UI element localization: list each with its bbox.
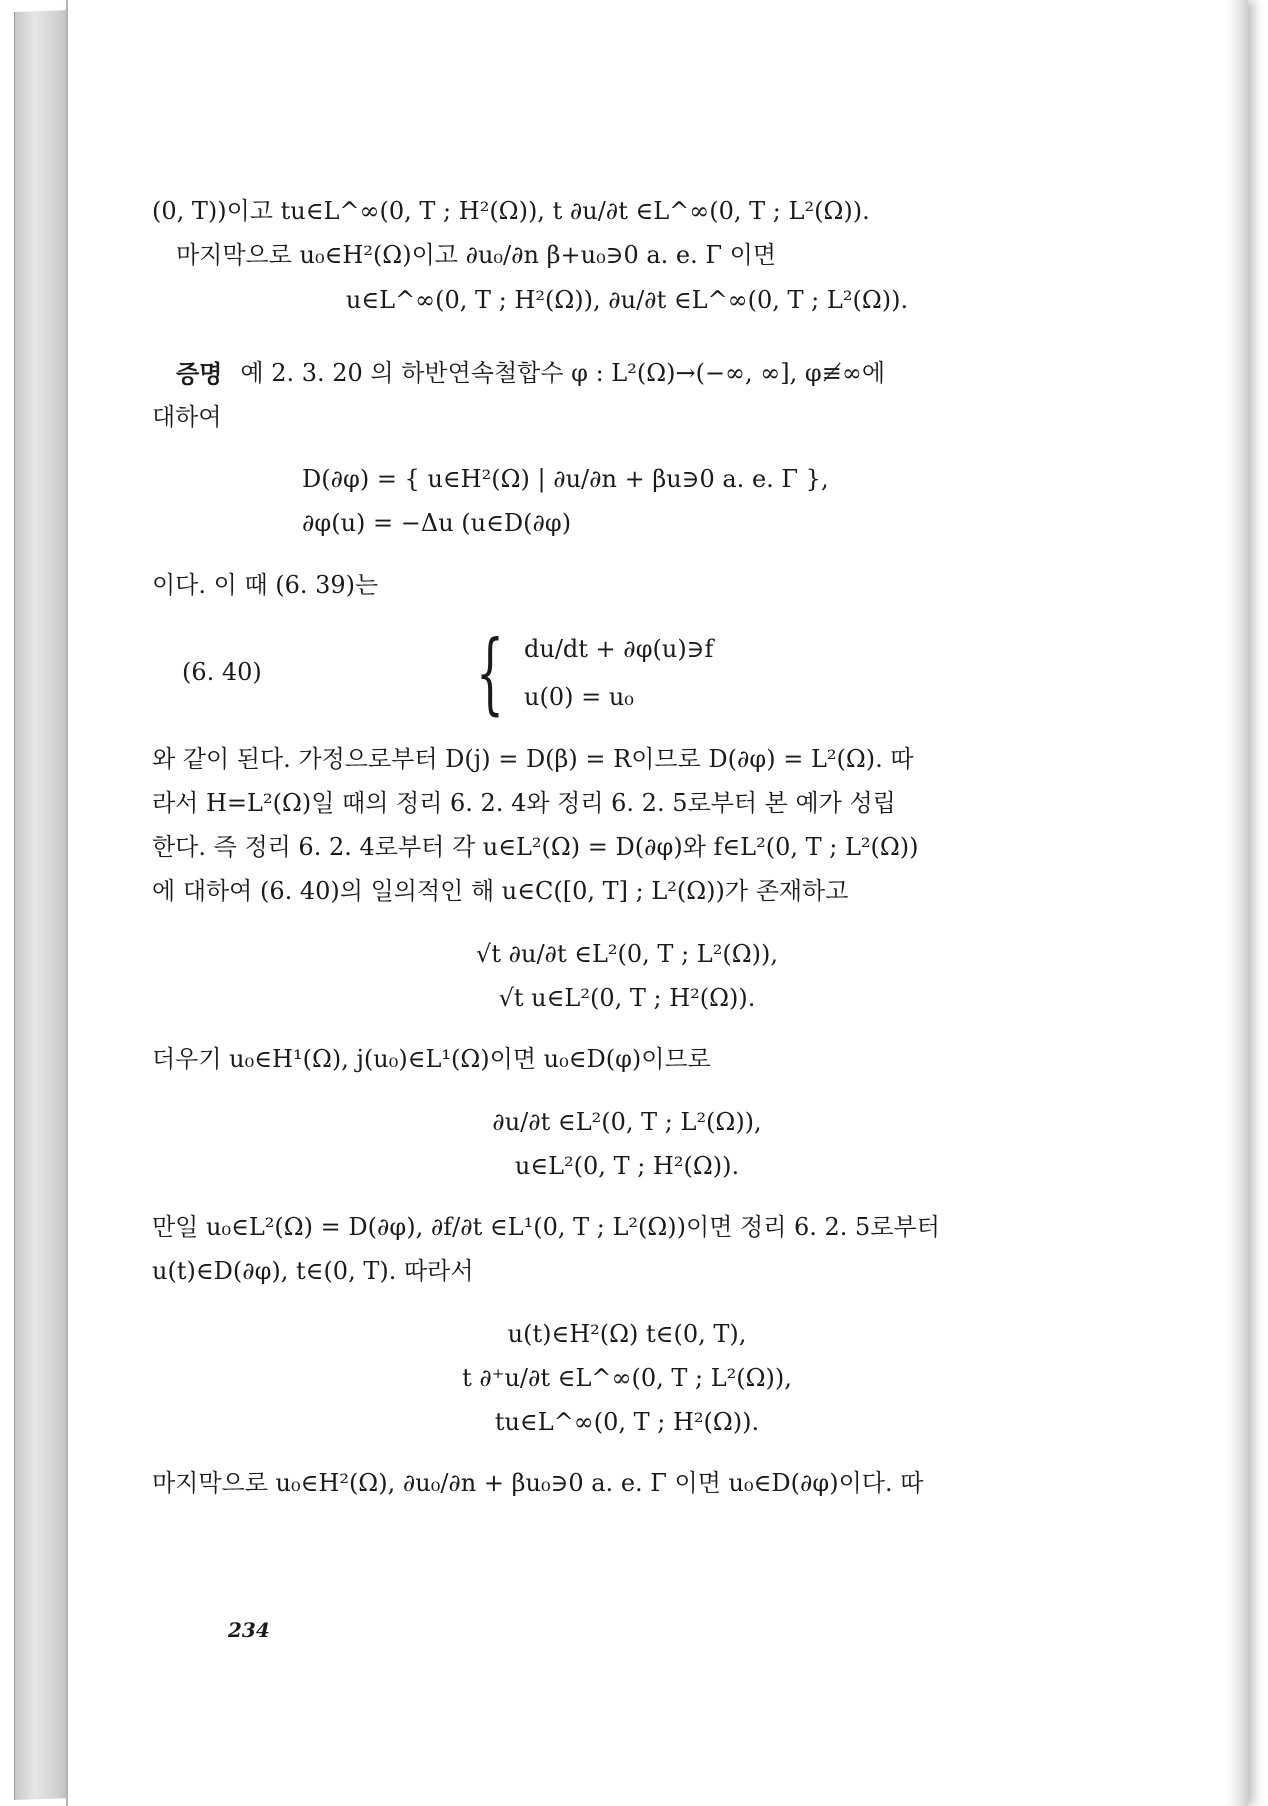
- equation: ∂u/∂t ∈L²(0, T ; L²(Ω)),: [492, 1108, 762, 1136]
- equation: u∈L²(0, T ; H²(Ω)).: [514, 1152, 740, 1180]
- equation: u(0) = u₀: [524, 683, 634, 711]
- equation: du/dt + ∂φ(u)∋f: [524, 635, 714, 663]
- numbered-equation: [152, 618, 1102, 728]
- text-line: 라서 H=L²(Ω)일 때의 정리 6. 2. 4와 정리 6. 2. 5로부터 본 예가 성립: [152, 789, 896, 818]
- page-number: 234: [228, 1618, 270, 1642]
- text-line: 더우기 u₀∈H¹(Ω), j(u₀)∈L¹(Ω)이면 u₀∈D(φ)이므로: [152, 1045, 711, 1074]
- equation: √t u∈L²(0, T ; H²(Ω)).: [498, 984, 756, 1012]
- book-spine: [14, 10, 71, 1800]
- text-line: (0, T))이고 tu∈L^∞(0, T ; H²(Ω)), t ∂u/∂t ∈L^∞(0, T ; L²(Ω)).: [152, 197, 870, 226]
- text-line: 이다. 이 때 (6. 39)는: [152, 571, 379, 600]
- text-line: 에 대하여 (6. 40)의 일의적인 해 u∈C([0, T] ; L²(Ω))가 존재하고: [152, 877, 849, 906]
- proof-line: [152, 352, 1102, 396]
- equation-block: [152, 932, 1102, 1020]
- proof-paragraph: [152, 352, 1102, 440]
- equation-block: [152, 458, 1102, 546]
- text-line: 마지막으로 u₀∈H²(Ω)이고 ∂u₀/∂n β+u₀∋0 a. e. Γ 이면: [176, 241, 777, 270]
- equation-label: (6. 40): [182, 658, 262, 687]
- equation-system: [462, 621, 714, 724]
- equation: D(∂φ) = { u∈H²(Ω) | ∂u/∂n + βu∋0 a. e. Γ },: [302, 465, 829, 494]
- paragraph: [152, 738, 1102, 914]
- text-line: u(t)∈D(∂φ), t∈(0, T). 따라서: [152, 1257, 474, 1286]
- equation: √t ∂u/∂t ∈L²(0, T ; L²(Ω)),: [476, 940, 778, 968]
- page-content: [152, 190, 1102, 1506]
- text-line: 마지막으로 u₀∈H²(Ω), ∂u₀/∂n + βu₀∋0 a. e. Γ 이면 u₀∈D(∂φ)이다. 따: [152, 1469, 924, 1498]
- text-line: 와 같이 된다. 가정으로부터 D(j) = D(β) = R이므로 D(∂φ) = L²(Ω). 따: [152, 745, 914, 774]
- left-brace-icon: {: [476, 621, 504, 724]
- proof-text: 예 2. 3. 20 의 하반연속철합수 φ : L²(Ω)→(−∞, ∞], φ≢∞에: [240, 359, 886, 388]
- text-line: 만일 u₀∈L²(Ω) = D(∂φ), ∂f/∂t ∈L¹(0, T ; L²(Ω))이면 정리 6. 2. 5로부터: [152, 1213, 940, 1242]
- text-line: 한다. 즉 정리 6. 2. 4로부터 각 u∈L²(Ω) = D(∂φ)와 f∈L²(0, T ; L²(Ω)): [152, 833, 919, 862]
- page-edge: [1226, 0, 1248, 1806]
- paragraph: [152, 1206, 1102, 1294]
- text-line: 대하여: [152, 403, 222, 432]
- equation: tu∈L^∞(0, T ; H²(Ω)).: [494, 1408, 760, 1436]
- equation-block: [152, 1312, 1102, 1444]
- equation-block: [152, 1100, 1102, 1188]
- equation: u∈L^∞(0, T ; H²(Ω)), ∂u/∂t ∈L^∞(0, T ; L²(Ω)).: [345, 286, 909, 314]
- equation: ∂φ(u) = −Δu (u∈D(∂φ): [302, 509, 572, 538]
- equation: t ∂⁺u/∂t ∈L^∞(0, T ; L²(Ω)),: [462, 1364, 792, 1392]
- equation: u(t)∈H²(Ω) t∈(0, T),: [507, 1320, 747, 1348]
- proof-label: 증명: [176, 359, 223, 389]
